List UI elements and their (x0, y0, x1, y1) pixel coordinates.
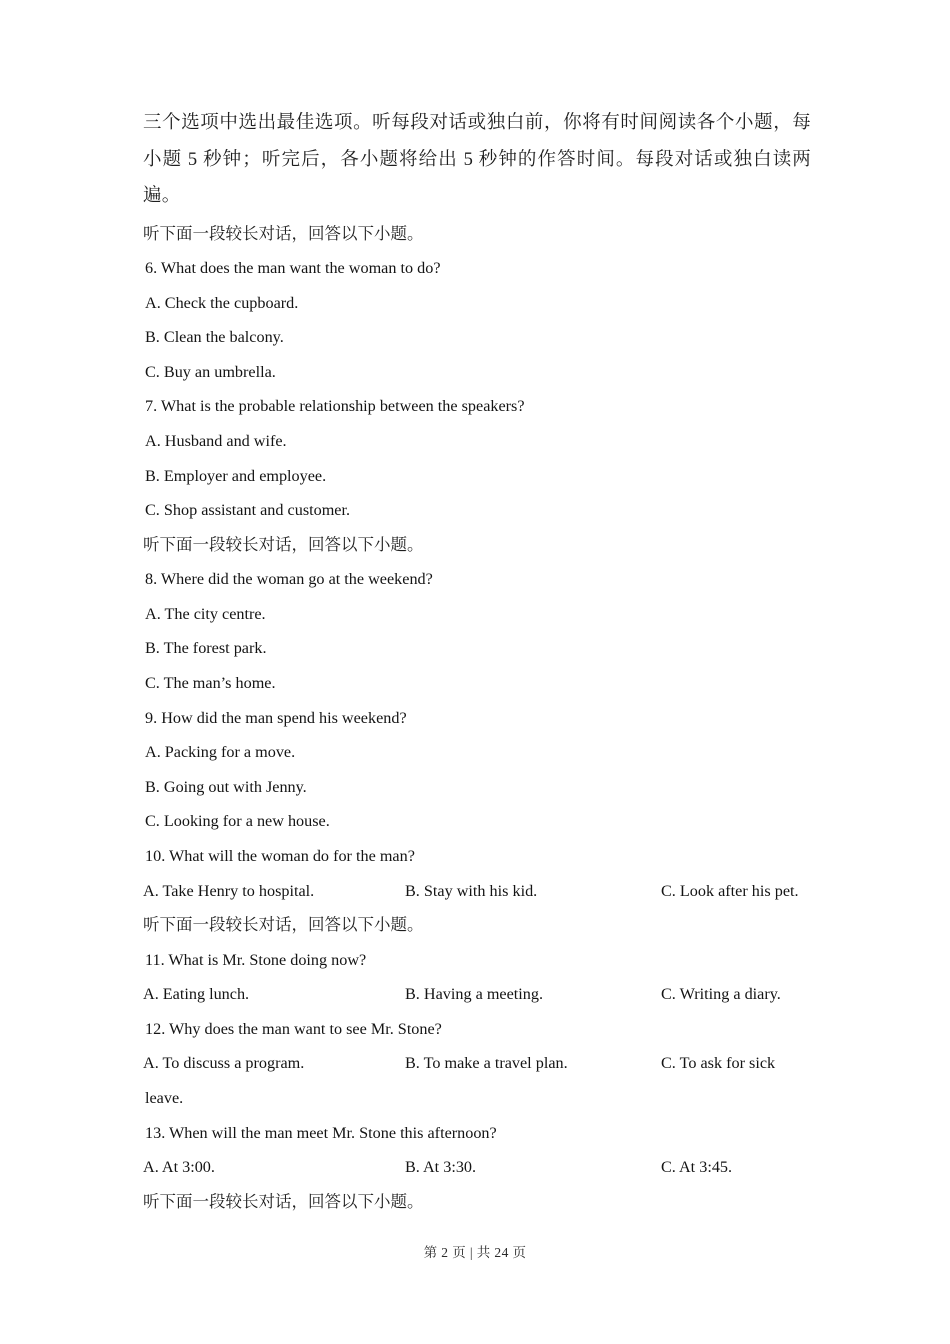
listening-instruction-4: 听下面一段较长对话，回答以下小题。 (143, 1191, 424, 1211)
question-7-option-c[interactable]: C. Shop assistant and customer. (145, 501, 351, 520)
question-9-option-c[interactable]: C. Looking for a new house. (145, 812, 330, 831)
question-7-option-b[interactable]: B. Employer and employee. (145, 466, 327, 485)
question-stem-11: 11. What is Mr. Stone doing now? (145, 950, 367, 969)
question-6-option-a[interactable]: A. Check the cupboard. (145, 293, 299, 312)
question-11-options-row (143, 977, 811, 1012)
listening-instruction-3: 听下面一段较长对话，回答以下小题。 (143, 915, 424, 935)
question-12-option-c-continuation[interactable]: leave. (145, 1089, 184, 1108)
question-13-option-c[interactable]: C. At 3:45. (661, 1158, 733, 1177)
question-12-option-a[interactable]: A. To discuss a program. (143, 1054, 305, 1073)
question-13-options-row (143, 1150, 811, 1185)
question-11-option-b[interactable]: B. Having a meeting. (405, 985, 544, 1004)
question-stem-8: 8. Where did the woman go at the weekend? (145, 570, 433, 589)
question-stem-9: 9. How did the man spend his weekend? (145, 708, 407, 727)
question-8-option-a[interactable]: A. The city centre. (145, 604, 266, 623)
question-7-option-a[interactable]: A. Husband and wife. (145, 431, 287, 450)
question-10-option-b[interactable]: B. Stay with his kid. (405, 881, 538, 900)
question-stem-10: 10. What will the woman do for the man? (145, 847, 415, 865)
question-stem-13: 13. When will the man meet Mr. Stone this afternoon? (145, 1123, 497, 1142)
question-13-option-a[interactable]: A. At 3:00. (143, 1158, 215, 1177)
question-12-option-b[interactable]: B. To make a travel plan. (405, 1054, 568, 1073)
question-11-option-a[interactable]: A. Eating lunch. (143, 985, 250, 1004)
question-9-option-a[interactable]: A. Packing for a move. (145, 743, 296, 762)
question-9-option-b[interactable]: B. Going out with Jenny. (145, 777, 307, 796)
question-10-option-a[interactable]: A. Take Henry to hospital. (143, 881, 315, 900)
listening-instruction-1: 听下面一段较长对话，回答以下小题。 (143, 223, 424, 243)
page-footer: 第 2 页 | 共 24 页 (423, 1245, 527, 1260)
question-12-options-row (143, 1046, 811, 1081)
question-stem-6: 6. What does the man want the woman to do? (145, 259, 441, 277)
intro-paragraph: 三个选项中选出最佳选项。听每段对话或独白前，你将有时间阅读各个小题，每小题 5 秒钟；听完后，各小题将给出 5 秒钟的作答时间。每段对话或独白读两遍。 (143, 113, 811, 206)
listening-instruction-2: 听下面一段较长对话，回答以下小题。 (143, 534, 424, 554)
question-10-option-c[interactable]: C. Look after his pet. (661, 881, 799, 900)
question-6-option-c[interactable]: C. Buy an umbrella. (145, 362, 276, 381)
question-stem-12: 12. Why does the man want to see Mr. Stone? (145, 1019, 442, 1038)
question-11-option-c[interactable]: C. Writing a diary. (661, 985, 781, 1004)
question-12-option-c[interactable]: C. To ask for sick (661, 1054, 776, 1073)
question-13-option-b[interactable]: B. At 3:30. (405, 1158, 477, 1177)
page-content (143, 105, 811, 1219)
question-10-options-row (143, 874, 811, 909)
question-6-option-b[interactable]: B. Clean the balcony. (145, 328, 284, 347)
question-stem-7: 7. What is the probable relationship between the speakers? (145, 397, 525, 416)
question-8-option-c[interactable]: C. The man’s home. (145, 674, 276, 693)
question-8-option-b[interactable]: B. The forest park. (145, 639, 267, 658)
